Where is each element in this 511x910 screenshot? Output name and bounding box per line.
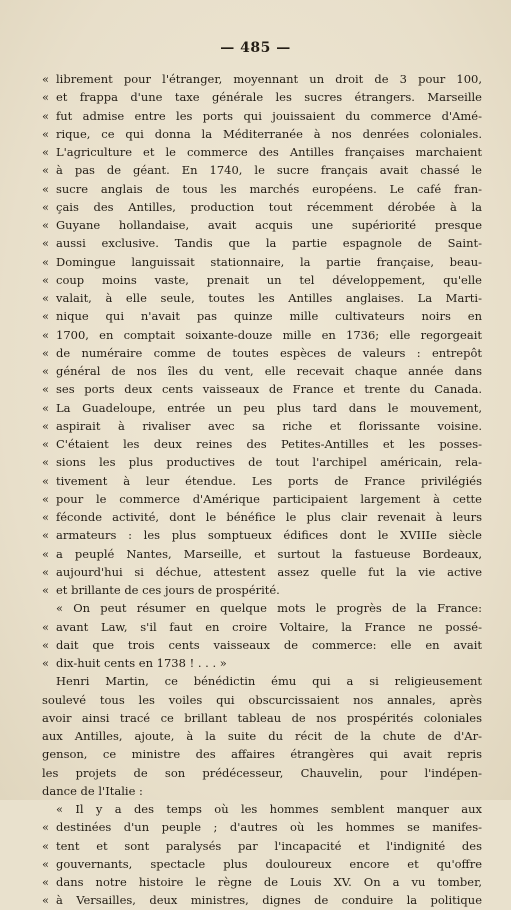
text-line <box>42 216 482 234</box>
quote-mark: « <box>42 491 50 506</box>
line-text: destinées d'un peuple ; d'autres où les hommes se manifes- <box>56 820 482 835</box>
quote-mark: « <box>42 564 50 579</box>
quote-mark: « <box>42 364 50 378</box>
text-line <box>42 599 482 617</box>
text-line <box>42 508 482 526</box>
line-text: Henri Martin, ce bénédictin ému qui a si religieusement <box>56 674 482 689</box>
line-text: dix-huit cents en 1738 ! . . . » <box>56 656 227 670</box>
page-number: — 485 — <box>220 40 291 56</box>
text-line <box>42 307 482 325</box>
text-line <box>42 545 482 563</box>
text-line <box>42 70 482 88</box>
quote-mark: « <box>42 90 50 105</box>
line-text: rique, ce qui donna la Méditerranée à nos denrées coloniales. <box>56 126 482 141</box>
line-text: genson, ce ministre des affaires étrangères qui avait repris <box>42 747 482 762</box>
quote-mark: « <box>42 856 50 871</box>
line-text: soulevé tous les voiles qui obscurcissaient nos annales, après <box>42 692 482 707</box>
text-line <box>42 618 482 636</box>
line-text: et frappa d'une taxe générale les sucres étrangers. Marseille <box>56 90 482 105</box>
text-line <box>42 581 482 599</box>
text-line <box>42 88 482 106</box>
quote-mark: « <box>42 309 50 324</box>
text-line <box>42 490 482 508</box>
text-line <box>42 563 482 581</box>
line-text: dans notre histoire le règne de Louis XV. On a vu tomber, <box>56 875 482 889</box>
quote-mark: « <box>42 455 50 470</box>
quote-mark: « <box>42 345 50 360</box>
line-text: La Guadeloupe, entrée un peu plus tard dans le mouvement, <box>56 400 482 415</box>
line-text: « On peut résumer en quelque mots le progrès de la France: <box>56 601 482 616</box>
text-line <box>42 672 482 690</box>
line-text: les projets de son prédécesseur, Chauvelin, pour l'indépen- <box>42 765 482 780</box>
quote-mark: « <box>42 473 50 488</box>
line-text: avoir ainsi tracé ce brillant tableau de nos prospérités coloniales <box>42 710 482 725</box>
line-text: « Il y a des temps où les hommes semblent manquer aux <box>56 802 482 816</box>
text-line <box>42 453 482 471</box>
quote-mark: « <box>42 546 50 561</box>
line-text: tivement à leur étendue. Les ports de France privilégiés <box>56 473 482 488</box>
text-line <box>42 636 482 654</box>
line-text: sions les plus productives de tout l'archipel américain, rela- <box>56 455 482 470</box>
text-line <box>42 526 482 544</box>
line-text: aux Antilles, ajoute, à la suite du récit de la chute de d'Ar- <box>42 729 482 743</box>
text-line <box>42 709 482 727</box>
text-line <box>42 125 482 143</box>
quote-mark: « <box>42 838 50 853</box>
line-text: dait que trois cents vaisseaux de commerce: elle en avait <box>56 637 482 652</box>
quote-mark: « <box>42 236 50 251</box>
quote-mark: « <box>42 528 50 543</box>
quote-mark: « <box>42 163 50 178</box>
line-text: ses ports deux cents vaisseaux de France et trente du Canada. <box>56 382 482 397</box>
line-text: Guyane hollandaise, avait acquis une supériorité presque <box>56 218 482 232</box>
line-text: Domingue languissait stationnaire, la partie française, beau- <box>56 254 482 269</box>
quote-mark: « <box>42 437 50 451</box>
quote-mark: « <box>42 218 50 232</box>
text-line <box>42 800 482 818</box>
line-text: armateurs : les plus somptueux édifices dont le XVIIIe siècle <box>56 528 482 543</box>
text-line <box>42 289 482 307</box>
line-text: dance de l'Italie : <box>42 783 143 798</box>
text-line <box>42 818 482 836</box>
line-text: gouvernants, spectacle plus douloureux encore et qu'offre <box>56 856 482 871</box>
line-text: à Versailles, deux ministres, dignes de conduire la politique <box>56 893 482 908</box>
line-text: sucre anglais de tous les marchés européens. Le café fran- <box>56 181 482 196</box>
quote-mark: « <box>42 382 50 397</box>
quote-mark: « <box>42 400 50 415</box>
line-text: a peuplé Nantes, Marseille, et surtout la fastueuse Bordeaux, <box>56 546 482 561</box>
line-text: tent et sont paralysés par l'incapacité et l'indignité des <box>56 838 482 853</box>
line-text: et brillante de ces jours de prospérité. <box>56 583 280 597</box>
text-line <box>42 417 482 435</box>
quote-mark: « <box>42 199 50 214</box>
text-line <box>42 234 482 252</box>
text-line <box>42 271 482 289</box>
text-line <box>42 161 482 179</box>
text-line <box>42 654 482 672</box>
text-line <box>42 198 482 216</box>
text-line <box>42 180 482 198</box>
line-text: avant Law, s'il faut en croire Voltaire, la France ne possé- <box>56 619 482 634</box>
line-text: féconde activité, dont le bénéfice le plus clair revenait à leurs <box>56 510 482 524</box>
text-line <box>42 727 482 745</box>
quote-mark: « <box>42 583 50 597</box>
line-text: 1700, en comptait soixante-douze mille en 1736; elle regorgeait <box>56 327 482 342</box>
text-line <box>42 837 482 855</box>
line-text: général de nos îles du vent, elle recevait chaque année dans <box>56 364 482 378</box>
quote-mark: « <box>42 72 50 86</box>
line-text: nique qui n'avait pas quinze mille cultivateurs noirs en <box>56 309 482 324</box>
line-text: aussi exclusive. Tandis que la partie espagnole de Saint- <box>56 236 482 251</box>
body-text <box>42 70 482 910</box>
quote-mark: « <box>42 619 50 634</box>
quote-mark: « <box>42 893 50 908</box>
quote-mark: « <box>42 820 50 835</box>
line-text: aujourd'hui si déchue, attestent assez quelle fut la vie active <box>56 564 482 579</box>
text-line <box>42 873 482 891</box>
quote-mark: « <box>42 510 50 524</box>
text-line <box>42 362 482 380</box>
quote-mark: « <box>42 145 50 159</box>
quote-mark: « <box>42 181 50 196</box>
line-text: coup moins vaste, prenait un tel développement, qu'elle <box>56 272 482 287</box>
text-line <box>42 253 482 271</box>
text-line <box>42 344 482 362</box>
line-text: pour le commerce d'Amérique participaient largement à cette <box>56 491 482 506</box>
line-text: de numéraire comme de toutes espèces de valeurs : entrepôt <box>56 345 482 360</box>
text-line <box>42 891 482 909</box>
text-line <box>42 691 482 709</box>
text-line <box>42 745 482 763</box>
line-text: L'agriculture et le commerce des Antilles françaises marchaient <box>56 145 482 159</box>
line-text: à pas de géant. En 1740, le sucre français avait chassé le <box>56 163 482 178</box>
text-line <box>42 399 482 417</box>
text-line <box>42 326 482 344</box>
quote-mark: « <box>42 291 50 305</box>
line-text: valait, à elle seule, toutes les Antilles anglaises. La Marti- <box>56 291 482 305</box>
text-line <box>42 143 482 161</box>
text-line <box>42 380 482 398</box>
quote-mark: « <box>42 418 50 433</box>
quote-mark: « <box>42 327 50 342</box>
quote-mark: « <box>42 656 50 670</box>
quote-mark: « <box>42 108 50 123</box>
text-line <box>42 782 482 800</box>
text-line <box>42 107 482 125</box>
line-text: çais des Antilles, production tout récemment dérobée à la <box>56 199 482 214</box>
line-text: fut admise entre les ports qui jouissaient du commerce d'Amé- <box>56 108 482 123</box>
text-line <box>42 855 482 873</box>
line-text: C'étaient les deux reines des Petites-Antilles et les posses- <box>56 437 482 451</box>
quote-mark: « <box>42 637 50 652</box>
text-line <box>42 435 482 453</box>
quote-mark: « <box>42 254 50 269</box>
line-text: librement pour l'étranger, moyennant un droit de 3 pour 100, <box>56 72 482 86</box>
line-text: aspirait à rivaliser avec sa riche et florissante voisine. <box>56 418 482 433</box>
text-line <box>42 764 482 782</box>
text-line <box>42 472 482 490</box>
quote-mark: « <box>42 126 50 141</box>
quote-mark: « <box>42 875 50 889</box>
quote-mark: « <box>42 272 50 287</box>
